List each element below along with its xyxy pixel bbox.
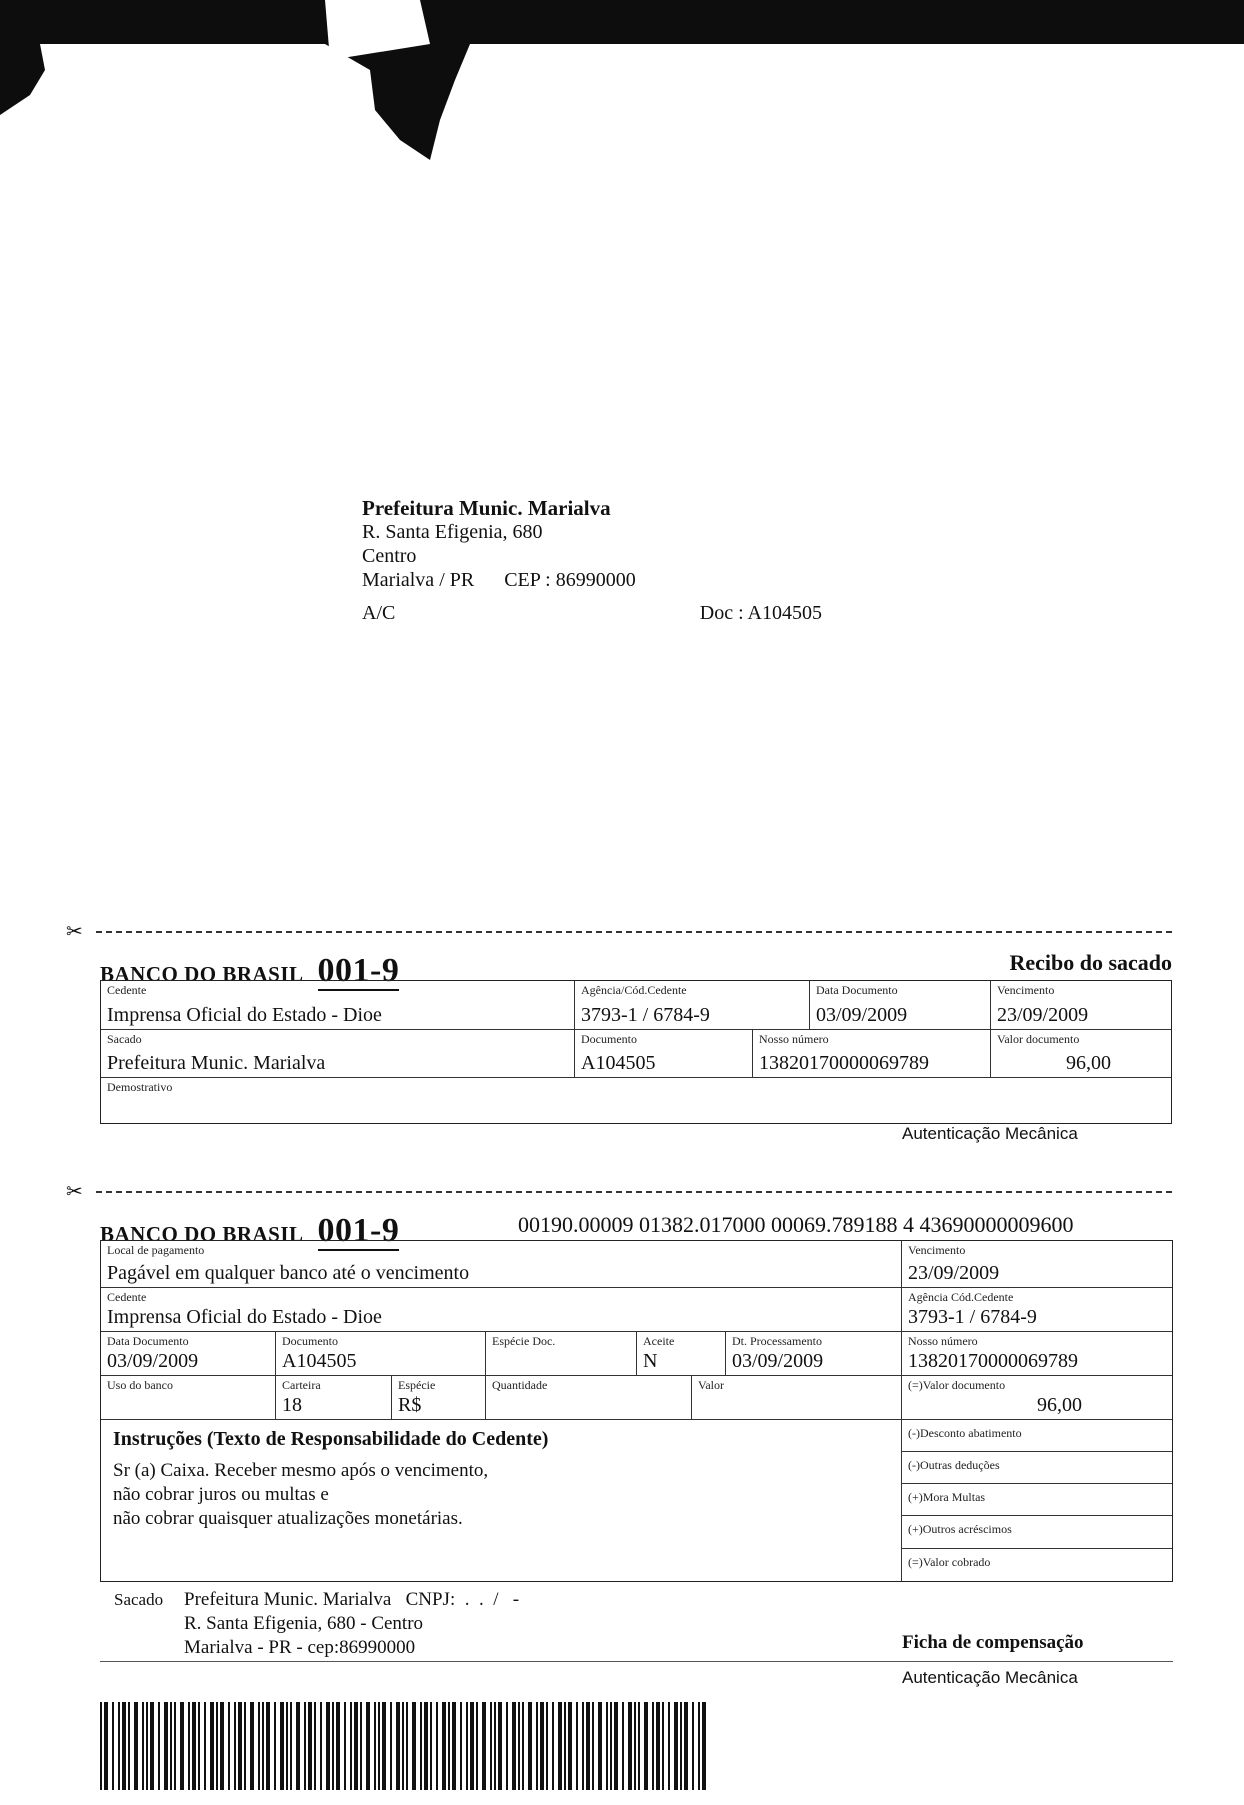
bank-name: BANCO DO BRASIL	[100, 962, 304, 986]
barcode-bar	[390, 1702, 392, 1790]
field-value: 96,00	[1037, 1394, 1082, 1416]
field-label: Sacado	[107, 1032, 142, 1046]
barcode-bar	[420, 1702, 422, 1790]
barcode-bar	[652, 1702, 654, 1790]
barcode-bar	[118, 1702, 120, 1790]
field-label: Data Documento	[816, 983, 898, 997]
slip-especie-cell	[391, 1375, 485, 1419]
field-label: Quantidade	[492, 1378, 548, 1392]
barcode-bar	[680, 1702, 682, 1790]
receipt-authentication: Autenticação Mecânica	[902, 1124, 1078, 1143]
field-label: Cedente	[107, 1290, 147, 1304]
barcode-bar	[382, 1702, 386, 1790]
slip-acrescimos-cell	[901, 1515, 1172, 1548]
barcode-bar	[290, 1702, 292, 1790]
barcode-bar	[668, 1702, 670, 1790]
barcode-bar	[576, 1702, 578, 1790]
field-label: (+)Outros acréscimos	[908, 1522, 1012, 1536]
barcode-bar	[244, 1702, 246, 1790]
field-label: Demostrativo	[107, 1080, 173, 1094]
barcode-bar	[662, 1702, 664, 1790]
barcode-bar	[564, 1702, 566, 1790]
barcode-bar	[460, 1702, 462, 1790]
local-pagamento-cell	[101, 1241, 901, 1287]
barcode-bar	[374, 1702, 376, 1790]
sacado-line: Marialva - PR - cep:86990000	[184, 1637, 416, 1658]
barcode-bar	[308, 1702, 312, 1790]
instructions-cell	[101, 1419, 901, 1581]
slip-dt-processamento-cell	[725, 1331, 901, 1375]
barcode-bar	[494, 1702, 496, 1790]
barcode-bar	[350, 1702, 352, 1790]
barcode-bar	[142, 1702, 144, 1790]
barcode-bar	[698, 1702, 700, 1790]
field-value: Prefeitura Munic. Marialva	[107, 1052, 326, 1074]
barcode-bar	[158, 1702, 160, 1790]
scissors-icon: ✂	[66, 1181, 83, 1203]
barcode-bar	[506, 1702, 508, 1790]
barcode-bar	[638, 1702, 640, 1790]
field-value: 23/09/2009	[908, 1262, 1000, 1284]
receipt-documento-cell	[574, 1029, 752, 1077]
barcode-bar	[280, 1702, 284, 1790]
barcode-bar	[702, 1702, 706, 1790]
barcode-bar	[402, 1702, 404, 1790]
field-label: Documento	[282, 1334, 338, 1348]
field-label: Nosso número	[908, 1334, 978, 1348]
slip-vencimento-cell	[901, 1241, 1172, 1287]
field-label: Local de pagamento	[107, 1243, 205, 1257]
slip-authentication: Autenticação Mecânica	[902, 1668, 1078, 1687]
field-label: (-)Desconto abatimento	[908, 1426, 1022, 1440]
sacado-line: Prefeitura Munic. Marialva CNPJ: . . / -	[184, 1589, 520, 1610]
receipt-nosso-cell	[752, 1029, 990, 1077]
slip-aceite-cell	[636, 1331, 725, 1375]
barcode-bar	[540, 1702, 544, 1790]
field-label: Dt. Processamento	[732, 1334, 822, 1348]
slip-deducoes-cell	[901, 1451, 1172, 1483]
slip-uso-banco-cell	[101, 1375, 275, 1419]
barcode-bar	[452, 1702, 456, 1790]
slip-data-doc-cell	[101, 1331, 275, 1375]
barcode-bar	[128, 1702, 130, 1790]
address-block	[362, 496, 636, 592]
field-value: R$	[398, 1394, 422, 1416]
slip-documento-cell	[275, 1331, 485, 1375]
barcode-bar	[360, 1702, 362, 1790]
field-label: Cedente	[107, 983, 147, 997]
receipt-demonstrativo-cell	[101, 1077, 1171, 1123]
receipt-sacado-cell	[101, 1029, 574, 1077]
divider	[100, 1661, 1173, 1662]
field-label: (-)Outras deduções	[908, 1458, 1000, 1472]
barcode-bar	[286, 1702, 288, 1790]
receipt-valor-cell	[990, 1029, 1171, 1077]
barcode-bar	[366, 1702, 370, 1790]
attention-label: A/C	[362, 602, 396, 624]
doc-number: Doc : A104505	[699, 602, 822, 624]
bank-code: 001-9	[317, 952, 400, 989]
slip-valor-cell	[691, 1375, 901, 1419]
sacado-block	[184, 1588, 519, 1660]
field-value: A104505	[581, 1052, 656, 1074]
barcode-bar	[656, 1702, 660, 1790]
field-value: 3793-1 / 6784-9	[908, 1306, 1037, 1328]
slip-quantidade-cell	[485, 1375, 691, 1419]
field-label: (+)Mora Multas	[908, 1490, 986, 1504]
barcode-bar	[552, 1702, 554, 1790]
receipt-cedente-cell	[101, 981, 574, 1029]
barcode-bar	[164, 1702, 168, 1790]
barcode-bar	[100, 1702, 102, 1790]
barcode-bar	[644, 1702, 648, 1790]
field-label: Agência Cód.Cedente	[908, 1290, 1014, 1304]
barcode-bar	[568, 1702, 572, 1790]
barcode-bar	[470, 1702, 474, 1790]
barcode-bar	[274, 1702, 276, 1790]
field-value: 13820170000069789	[908, 1350, 1078, 1372]
bank-name: BANCO DO BRASIL	[100, 1222, 304, 1246]
field-label: Nosso número	[759, 1032, 829, 1046]
field-label: (=)Valor documento	[908, 1378, 1006, 1392]
barcode-bar	[522, 1702, 524, 1790]
slip-agencia-cell	[901, 1287, 1172, 1331]
barcode-bar	[490, 1702, 492, 1790]
barcode-bar	[332, 1702, 334, 1790]
instruction-line: não cobrar quaisquer atualizações monetárias.	[113, 1508, 463, 1529]
barcode-bar	[622, 1702, 624, 1790]
barcode-bar	[146, 1702, 148, 1790]
barcode-bar	[228, 1702, 230, 1790]
field-label: Vencimento	[997, 983, 1055, 997]
barcode-bar	[216, 1702, 218, 1790]
attention-line	[362, 602, 822, 625]
barcode-bar	[220, 1702, 224, 1790]
cut-line	[66, 1181, 1172, 1203]
slip-desconto-cell	[901, 1419, 1172, 1451]
barcode-bar	[628, 1702, 632, 1790]
instruction-line: não cobrar juros ou multas e	[113, 1484, 329, 1505]
recipient-cep: CEP : 86990000	[504, 569, 636, 591]
slip-cedente-cell	[101, 1287, 901, 1331]
linha-digitavel: 00190.00009 01382.017000 00069.789188 4 43690000009600	[518, 1212, 1074, 1237]
receipt-agencia-cell	[574, 981, 809, 1029]
recipient-street: R. Santa Efigenia, 680	[362, 521, 543, 543]
barcode-bar	[170, 1702, 172, 1790]
barcode-bar	[528, 1702, 532, 1790]
barcode-bar	[546, 1702, 548, 1790]
barcode-bar	[250, 1702, 254, 1790]
instruction-line: Sr (a) Caixa. Receber mesmo após o vencimento,	[113, 1460, 489, 1481]
barcode-bar	[378, 1702, 380, 1790]
sacado-line: R. Santa Efigenia, 680 - Centro	[184, 1613, 424, 1634]
slip-nosso-cell	[901, 1331, 1172, 1375]
barcode-bar	[692, 1702, 694, 1790]
slip-valor-documento-cell	[901, 1375, 1172, 1419]
barcode-bar	[134, 1702, 138, 1790]
barcode-bar	[674, 1702, 678, 1790]
field-value: Pagável em qualquer banco até o vencimento	[107, 1262, 470, 1284]
barcode-bar	[320, 1702, 322, 1790]
barcode-bar	[634, 1702, 636, 1790]
barcode-bar	[104, 1702, 108, 1790]
field-label: Valor	[698, 1378, 724, 1392]
barcode-bar	[684, 1702, 688, 1790]
field-value: 3793-1 / 6784-9	[581, 1004, 710, 1026]
barcode-bar	[262, 1702, 264, 1790]
barcode-bar	[466, 1702, 468, 1790]
slip-grid	[100, 1240, 1173, 1582]
barcode-bar	[476, 1702, 478, 1790]
field-label: Vencimento	[908, 1243, 966, 1257]
field-value: A104505	[282, 1350, 357, 1372]
field-value: Imprensa Oficial do Estado - Dioe	[107, 1004, 382, 1026]
field-label: Data Documento	[107, 1334, 189, 1348]
cut-line	[66, 921, 1172, 943]
receipt-title: Recibo do sacado	[1009, 950, 1172, 975]
field-value: 03/09/2009	[107, 1350, 199, 1372]
barcode-bar	[610, 1702, 612, 1790]
barcode-bar	[344, 1702, 346, 1790]
barcode-bar	[354, 1702, 358, 1790]
barcode-bar	[512, 1702, 516, 1790]
barcode-bar	[412, 1702, 416, 1790]
receipt-vencimento-cell	[990, 981, 1171, 1029]
field-label: Aceite	[643, 1334, 675, 1348]
field-value: 03/09/2009	[816, 1004, 908, 1026]
barcode-bar	[122, 1702, 126, 1790]
barcode-bar	[498, 1702, 502, 1790]
barcode-bar	[558, 1702, 562, 1790]
barcode-bar	[210, 1702, 214, 1790]
field-label: Carteira	[282, 1378, 321, 1392]
field-value: 23/09/2009	[997, 1004, 1089, 1026]
field-label: Valor documento	[997, 1032, 1080, 1046]
field-value: 03/09/2009	[732, 1350, 824, 1372]
barcode-bar	[258, 1702, 260, 1790]
barcode-bar	[592, 1702, 594, 1790]
barcode-bar	[598, 1702, 602, 1790]
barcode-bar	[586, 1702, 590, 1790]
barcode-bar	[204, 1702, 206, 1790]
recipient-city: Marialva / PR	[362, 569, 475, 591]
receipt-grid	[100, 980, 1172, 1124]
barcode-bar	[180, 1702, 184, 1790]
barcode-bar	[536, 1702, 538, 1790]
field-value: Imprensa Oficial do Estado - Dioe	[107, 1306, 382, 1328]
barcode-bar	[188, 1702, 190, 1790]
field-value: 13820170000069789	[759, 1052, 929, 1074]
scan-smudge	[0, 0, 520, 200]
ficha-compensacao: Ficha de compensação	[902, 1632, 1084, 1653]
sacado-label: Sacado	[114, 1590, 164, 1609]
slip-especie-doc-cell	[485, 1331, 636, 1375]
barcode-bar	[296, 1702, 300, 1790]
field-value: N	[643, 1350, 658, 1372]
barcode-bar	[396, 1702, 400, 1790]
barcode-bar	[424, 1702, 428, 1790]
field-label: Uso do banco	[107, 1378, 173, 1392]
field-label: Espécie	[398, 1378, 436, 1392]
barcode-bar	[430, 1702, 432, 1790]
slip-mora-cell	[901, 1483, 1172, 1515]
receipt-data-doc-cell	[809, 981, 990, 1029]
barcode-bar	[606, 1702, 608, 1790]
barcode-bar	[198, 1702, 200, 1790]
field-label: (=)Valor cobrado	[908, 1555, 991, 1569]
field-label: Espécie Doc.	[492, 1334, 556, 1348]
instructions-title: Instruções (Texto de Responsabilidade do Cedente)	[113, 1428, 549, 1450]
barcode-bar	[192, 1702, 196, 1790]
barcode-bar	[406, 1702, 408, 1790]
barcode-bar	[112, 1702, 114, 1790]
barcode-bar	[582, 1702, 584, 1790]
bank-code: 001-9	[317, 1212, 400, 1249]
barcode-bar	[266, 1702, 270, 1790]
barcode-bar	[238, 1702, 242, 1790]
barcode-bar	[436, 1702, 438, 1790]
barcode-bar	[614, 1702, 618, 1790]
field-label: Documento	[581, 1032, 637, 1046]
barcode-bar	[174, 1702, 176, 1790]
field-value: 18	[282, 1394, 302, 1416]
field-value: 96,00	[1066, 1052, 1111, 1074]
field-label: Agência/Cód.Cedente	[581, 983, 687, 997]
slip-cobrado-cell	[901, 1548, 1172, 1581]
barcode-bar	[482, 1702, 486, 1790]
barcode-bar	[234, 1702, 236, 1790]
barcode-bar	[442, 1702, 446, 1790]
barcode-image	[100, 1702, 712, 1790]
barcode-bar	[150, 1702, 154, 1790]
barcode-bar	[326, 1702, 330, 1790]
slip-carteira-cell	[275, 1375, 391, 1419]
recipient-name: Prefeitura Munic. Marialva	[362, 496, 611, 520]
scissors-icon: ✂	[66, 921, 83, 943]
barcode-bar	[304, 1702, 306, 1790]
barcode-bar	[448, 1702, 450, 1790]
barcode-bar	[336, 1702, 340, 1790]
barcode-bar	[314, 1702, 316, 1790]
recipient-district: Centro	[362, 545, 417, 567]
barcode-bar	[518, 1702, 520, 1790]
